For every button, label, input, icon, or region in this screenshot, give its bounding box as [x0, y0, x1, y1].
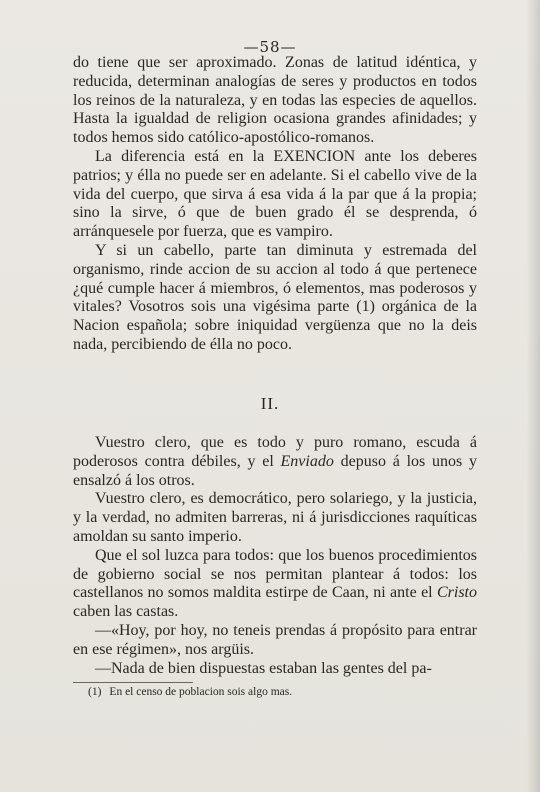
- text-block-bottom: [73, 434, 477, 678]
- footnote: [88, 686, 468, 698]
- section-heading: II.: [260, 394, 280, 413]
- paragraph-4-italic: Enviado: [280, 452, 334, 470]
- text-block-top: [73, 54, 477, 355]
- paragraph-5: Vuestro clero, es democrático, pero solariego, y la justicia, y la verdad, no admiten barreras, ni á jurisdicciones raquíticas amoldan su santo imperio.: [73, 490, 477, 545]
- paragraph-6-text-b: caben las castas.: [73, 603, 179, 621]
- paragraph-6: [73, 547, 477, 622]
- footnote-marker: (1): [88, 686, 102, 698]
- paragraph-4: [73, 434, 477, 490]
- paragraph-2: La diferencia está en la EXENCION ante los deberes patrios; y élla no puede ser en adelante. Si el cabello vive de la vida del cuerpo, que sirva á esa vida á la par que á la propia; sino la sirve, ó que de buen grado él se desprenda, ó arránquesele por fuerza, que es vampiro.: [73, 147, 477, 241]
- paragraph-3: Y si un cabello, parte tan diminuta y estremada del organismo, rinde accion de su accion al todo á que pertenece ¿qué cumple hacer á miembros, ó elementos, mas poderosos y vitales? Vosotros sois una vigésima parte (1) orgánica de la Nacion española; sobre iniquidad vergüenza que no la deis nada, percibiendo de élla no poco.: [73, 241, 477, 353]
- paragraph-4-text-b: depuso á los unos y ensalzó á los otros.: [73, 452, 477, 489]
- paragraph-4-text-a: Vuestro clero, que es todo y puro romano, escuda á poderosos contra débiles, y el: [73, 434, 477, 470]
- footnote-text: En el censo de poblacion sois algo mas.: [109, 686, 293, 698]
- paragraph-1: do tiene que ser aproximado. Zonas de latitud idéntica, y reducida, determinan analogías de seres y productos en todos los reinos de la naturaleza, y en todas las especies de aquellos. Hasta la igualdad de religion ocasiona grandes afinidades; y todos hemos sido católico-apostólico-romanos.: [73, 54, 477, 147]
- footnote-divider: [73, 682, 193, 683]
- page-number: —58—: [243, 38, 297, 56]
- paragraph-8: —Nada de bien dispuestas estaban las gentes del pa-: [95, 659, 432, 677]
- paragraph-7: —«Hoy, por hoy, no teneis prendas á propósito para entrar en ese régimen», nos argüis.: [73, 621, 477, 658]
- paragraph-6-text-a: Que el sol luzca para todos: que los buenos procedimientos de gobierno social se nos permitan plantear á todos: los castellanos no somos maldita estirpe de Caan, ni ante el: [73, 546, 477, 602]
- paragraph-6-italic: Cristo: [436, 584, 477, 602]
